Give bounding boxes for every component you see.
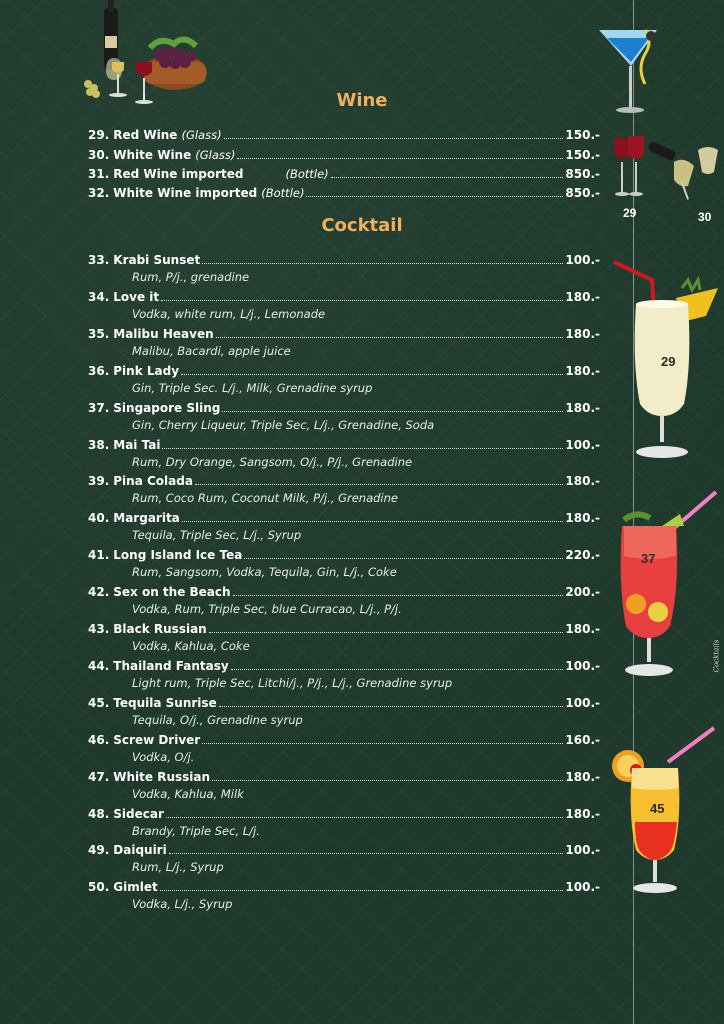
menu-item-35: [88, 325, 600, 342]
wine-section-title: Wine: [336, 90, 388, 111]
item-price: 100.-: [565, 843, 600, 857]
item-description: Tequila, O/j., Grenadine syrup: [132, 713, 303, 727]
item-name: Daiquiri: [113, 843, 167, 857]
item-price: 180.-: [565, 807, 600, 821]
item-price: 180.-: [565, 364, 600, 378]
item-description: Rum, P/j., grenadine: [132, 270, 250, 284]
dot-leader: [219, 694, 564, 707]
item-number: 32.: [88, 186, 110, 200]
dot-leader: [216, 325, 564, 338]
item-number: 43.: [88, 622, 110, 636]
item-note: (Bottle): [261, 186, 305, 200]
item-number: 29.: [88, 128, 110, 142]
item-description: Brandy, Triple Sec, L/j.: [132, 824, 260, 838]
item-name: Mai Tai: [113, 438, 161, 452]
item-name: Long Island Ice Tea: [113, 548, 243, 562]
menu-item-43: [88, 620, 600, 637]
item-name: Gimlet: [113, 880, 158, 894]
item-name: Love it: [113, 290, 160, 304]
menu-item-31: [88, 165, 600, 182]
item-description: Vodka, white rum, L/j., Lemonade: [132, 307, 326, 321]
glass-label-45: 45: [650, 801, 665, 816]
item-name: White Russian: [113, 770, 211, 784]
item-number: 36.: [88, 364, 110, 378]
item-description: Rum, Coco Rum, Coconut Milk, P/j., Grenadine: [132, 491, 398, 505]
item-price: 100.-: [565, 659, 600, 673]
dot-leader: [161, 288, 563, 301]
menu-item-46: [88, 731, 600, 748]
dot-leader: [162, 436, 563, 449]
item-description: Tequila, Triple Sec, L/j., Syrup: [132, 528, 302, 542]
dot-leader: [244, 546, 563, 559]
item-number: 45.: [88, 696, 110, 710]
item-name: Malibu Heaven: [113, 327, 214, 341]
item-number: 42.: [88, 585, 110, 599]
wine-glasses-image: [612, 132, 724, 204]
item-name: White Wine imported: [113, 186, 258, 200]
item-name: Red Wine imported: [113, 167, 244, 181]
item-name: Sex on the Beach: [113, 585, 231, 599]
item-number: 50.: [88, 880, 110, 894]
item-price: 850.-: [565, 186, 600, 200]
dot-leader: [331, 165, 564, 178]
item-note: (Bottle): [285, 167, 329, 181]
item-number: 37.: [88, 401, 110, 415]
dot-leader: [169, 841, 564, 854]
item-price: 100.-: [565, 253, 600, 267]
item-name: Krabi Sunset: [113, 253, 201, 267]
menu-item-34: [88, 288, 600, 305]
item-name: Black Russian: [113, 622, 207, 636]
item-number: 38.: [88, 438, 110, 452]
glass-label-37: 37: [641, 551, 656, 566]
dot-leader: [195, 472, 563, 485]
item-price: 100.-: [565, 880, 600, 894]
item-name: Margarita: [113, 511, 180, 525]
item-number: 35.: [88, 327, 110, 341]
menu-item-48: [88, 805, 600, 822]
item-price: 850.-: [565, 167, 600, 181]
dot-leader: [181, 362, 563, 375]
item-price: 100.-: [565, 696, 600, 710]
item-description: Rum, Dry Orange, Sangsom, O/j., P/j., Grenadine: [132, 455, 413, 469]
singapore-sling-glass-image: [612, 486, 724, 682]
glass-label-29: 29: [661, 354, 676, 369]
item-number: 40.: [88, 511, 110, 525]
cocktail-section-title: Cocktail: [321, 215, 403, 236]
item-price: 160.-: [565, 733, 600, 747]
menu-item-41: [88, 546, 600, 563]
item-number: 49.: [88, 843, 110, 857]
menu-item-36: [88, 362, 600, 379]
menu-item-29: [88, 126, 600, 143]
item-description: Rum, L/j., Syrup: [132, 860, 224, 874]
photo-signature: Cocktails: [712, 639, 721, 673]
item-description: Malibu, Bacardi, apple juice: [132, 344, 291, 358]
menu-item-49: [88, 841, 600, 858]
item-price: 220.-: [565, 548, 600, 562]
item-price: 180.-: [565, 622, 600, 636]
item-description: Light rum, Triple Sec, Litchi/j., P/j., L/j., Grenadine syrup: [132, 676, 453, 690]
item-price: 180.-: [565, 511, 600, 525]
menu-item-39: [88, 472, 600, 489]
item-number: 39.: [88, 474, 110, 488]
menu-item-38: [88, 436, 600, 453]
item-name: Sidecar: [113, 807, 164, 821]
item-number: 30.: [88, 148, 110, 162]
item-name: Thailand Fantasy: [113, 659, 229, 673]
menu-item-50: [88, 878, 600, 895]
item-number: 47.: [88, 770, 110, 784]
item-number: 33.: [88, 253, 110, 267]
dot-leader: [233, 583, 564, 596]
menu-item-40: [88, 509, 600, 526]
dot-leader: [202, 251, 563, 264]
item-number: 46.: [88, 733, 110, 747]
item-name: Red Wine: [113, 128, 178, 142]
item-name: White Wine: [113, 148, 192, 162]
item-note: (Glass): [195, 148, 236, 162]
item-name: Screw Driver: [113, 733, 201, 747]
item-price: 180.-: [565, 770, 600, 784]
item-description: Vodka, Kahlua, Coke: [132, 639, 250, 653]
dot-leader: [202, 731, 563, 744]
dot-leader: [209, 620, 564, 633]
dot-leader: [160, 878, 564, 891]
menu-item-45: [88, 694, 600, 711]
dot-leader: [224, 126, 564, 139]
dot-leader: [166, 805, 564, 818]
item-price: 150.-: [565, 148, 600, 162]
item-description: Rum, Sangsom, Vodka, Tequila, Gin, L/j., Coke: [132, 565, 397, 579]
item-price: 150.-: [565, 128, 600, 142]
menu-item-42: [88, 583, 600, 600]
item-description: Vodka, O/j.: [132, 750, 195, 764]
item-description: Vodka, Rum, Triple Sec, blue Curracao, L/j., P/j.: [132, 602, 402, 616]
item-number: 44.: [88, 659, 110, 673]
item-description: Vodka, Kahlua, Milk: [132, 787, 244, 801]
item-price: 180.-: [565, 327, 600, 341]
dot-leader: [182, 509, 564, 522]
item-number: 41.: [88, 548, 110, 562]
menu-item-44: [88, 657, 600, 674]
dot-leader: [222, 399, 563, 412]
menu-item-47: [88, 768, 600, 785]
item-price: 180.-: [565, 290, 600, 304]
menu-item-30: [88, 146, 600, 163]
menu-item-33: [88, 251, 600, 268]
item-name: Pink Lady: [113, 364, 180, 378]
dot-leader: [212, 768, 563, 781]
item-name: Tequila Sunrise: [113, 696, 217, 710]
menu-item-32: [88, 184, 600, 201]
item-number: 31.: [88, 167, 110, 181]
item-price: 180.-: [565, 401, 600, 415]
item-price: 180.-: [565, 474, 600, 488]
item-note: (Glass): [181, 128, 222, 142]
wine-glass-label-29: 29: [623, 206, 637, 220]
dot-leader: [306, 184, 563, 197]
item-price: 100.-: [565, 438, 600, 452]
item-name: Pina Colada: [113, 474, 193, 488]
item-number: 48.: [88, 807, 110, 821]
item-description: Vodka, L/j., Syrup: [132, 897, 233, 911]
item-description: Gin, Triple Sec. L/j., Milk, Grenadine syrup: [132, 381, 373, 395]
dot-leader: [237, 146, 563, 159]
item-description: Gin, Cherry Liqueur, Triple Sec, L/j., Grenadine, Soda: [132, 418, 435, 432]
menu-item-37: [88, 399, 600, 416]
wine-glass-label-30: 30: [698, 210, 712, 224]
item-price: 200.-: [565, 585, 600, 599]
item-number: 34.: [88, 290, 110, 304]
item-name: Singapore Sling: [113, 401, 221, 415]
dot-leader: [231, 657, 564, 670]
